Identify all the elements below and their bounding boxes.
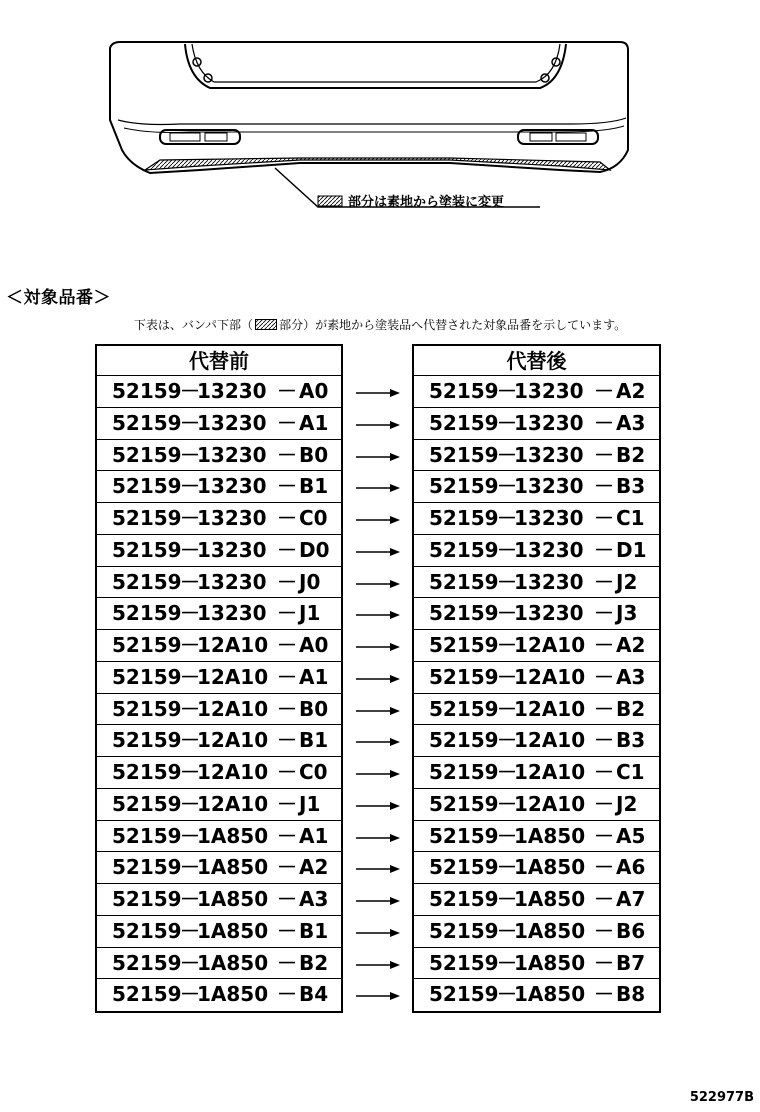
- part-middle: 1A850: [197, 855, 269, 880]
- part-middle: 12A10: [197, 664, 269, 689]
- separator: －: [277, 410, 297, 435]
- part-middle: 1A850: [514, 887, 586, 911]
- callout-label: 部分は素地から塗装に変更: [348, 195, 505, 210]
- part-prefix: 52159: [112, 982, 182, 1007]
- arrow-right-icon: [354, 442, 402, 474]
- part-prefix: 52159: [429, 791, 499, 816]
- part-suffix: B4: [299, 982, 329, 1007]
- part-prefix: 52159: [429, 696, 499, 721]
- part-prefix: 52159: [429, 601, 499, 626]
- separator: －: [277, 664, 297, 689]
- part-middle: 13230: [197, 506, 267, 530]
- before-part-number-row: [97, 630, 341, 662]
- after-part-number-row: [414, 821, 659, 853]
- part-prefix: 52159: [112, 823, 182, 848]
- separator: －: [594, 506, 614, 530]
- part-middle: 1A850: [197, 982, 269, 1007]
- separator: －: [180, 410, 200, 435]
- part-suffix: D1: [616, 537, 647, 562]
- separator: －: [180, 633, 200, 657]
- separator: －: [180, 696, 200, 721]
- part-middle: 12A10: [514, 760, 586, 784]
- part-suffix: A7: [616, 887, 646, 911]
- separator: －: [277, 506, 297, 530]
- part-suffix: A6: [616, 855, 646, 880]
- arrow-right-icon: [354, 664, 402, 696]
- part-middle: 1A850: [197, 823, 269, 848]
- separator: －: [497, 601, 517, 626]
- part-suffix: B2: [616, 442, 646, 467]
- part-suffix: J0: [299, 569, 321, 594]
- separator: －: [277, 474, 297, 499]
- section-heading: ＜対象品番＞: [6, 288, 111, 308]
- after-table: [412, 344, 661, 1013]
- separator: －: [594, 537, 614, 562]
- part-suffix: C0: [299, 506, 328, 530]
- part-suffix: B3: [616, 474, 646, 499]
- part-suffix: J2: [616, 569, 638, 594]
- part-suffix: J3: [616, 601, 638, 626]
- part-suffix: B1: [299, 728, 329, 753]
- part-prefix: 52159: [112, 474, 182, 499]
- separator: －: [277, 982, 297, 1007]
- part-prefix: 52159: [112, 696, 182, 721]
- separator: －: [497, 474, 517, 499]
- before-part-number-row: [97, 789, 341, 821]
- part-prefix: 52159: [112, 728, 182, 753]
- separator: －: [594, 728, 614, 753]
- part-middle: 12A10: [197, 633, 269, 657]
- after-part-number-row: [414, 694, 659, 726]
- after-part-number-row: [414, 916, 659, 948]
- separator: －: [277, 537, 297, 562]
- part-middle: 1A850: [514, 823, 586, 848]
- separator: －: [497, 760, 517, 784]
- part-prefix: 52159: [429, 728, 499, 753]
- part-prefix: 52159: [112, 918, 182, 943]
- part-prefix: 52159: [429, 506, 499, 530]
- part-middle: 1A850: [514, 918, 586, 943]
- part-suffix: B0: [299, 442, 329, 467]
- part-middle: 1A850: [514, 982, 586, 1007]
- part-middle: 13230: [514, 410, 584, 435]
- separator: －: [497, 887, 517, 911]
- separator: －: [180, 474, 200, 499]
- separator: －: [594, 918, 614, 943]
- part-middle: 13230: [197, 442, 267, 467]
- part-middle: 13230: [514, 537, 584, 562]
- separator: －: [594, 601, 614, 626]
- part-middle: 13230: [514, 569, 584, 594]
- after-part-number-row: [414, 789, 659, 821]
- separator: －: [497, 537, 517, 562]
- arrow-right-icon: [354, 791, 402, 823]
- part-suffix: C1: [616, 760, 645, 784]
- separator: －: [497, 442, 517, 467]
- part-suffix: D0: [299, 537, 330, 562]
- before-table: [95, 344, 343, 1013]
- separator: －: [594, 760, 614, 784]
- part-middle: 1A850: [197, 918, 269, 943]
- after-part-number-row: [414, 725, 659, 757]
- part-suffix: B7: [616, 950, 646, 975]
- after-part-number-row: [414, 567, 659, 599]
- separator: －: [180, 506, 200, 530]
- separator: －: [497, 791, 517, 816]
- part-prefix: 52159: [429, 569, 499, 594]
- part-middle: 12A10: [514, 664, 586, 689]
- part-prefix: 52159: [429, 410, 499, 435]
- separator: －: [180, 728, 200, 753]
- separator: －: [180, 918, 200, 943]
- part-prefix: 52159: [112, 537, 182, 562]
- separator: －: [594, 855, 614, 880]
- separator: －: [594, 950, 614, 975]
- separator: －: [277, 633, 297, 657]
- before-part-number-row: [97, 535, 341, 567]
- part-suffix: A5: [616, 823, 646, 848]
- separator: －: [180, 664, 200, 689]
- after-part-number-row: [414, 948, 659, 980]
- arrow-right-icon: [354, 378, 402, 410]
- part-suffix: A0: [299, 379, 329, 403]
- part-suffix: A1: [299, 823, 329, 848]
- part-middle: 13230: [514, 506, 584, 530]
- before-part-number-row: [97, 948, 341, 980]
- part-suffix: A2: [616, 379, 646, 403]
- part-prefix: 52159: [429, 887, 499, 911]
- part-middle: 1A850: [197, 887, 269, 911]
- hatch-legend-chip: [318, 196, 342, 206]
- before-table-header: 代替前: [97, 346, 341, 376]
- before-part-number-row: [97, 916, 341, 948]
- separator: －: [277, 887, 297, 911]
- part-suffix: B3: [616, 728, 646, 753]
- separator: －: [277, 379, 297, 403]
- arrow-column: [354, 378, 402, 1013]
- part-suffix: A3: [616, 664, 646, 689]
- part-prefix: 52159: [429, 379, 499, 403]
- arrow-right-icon: [354, 473, 402, 505]
- hatch-chip-icon: [255, 319, 277, 330]
- part-middle: 12A10: [514, 728, 586, 753]
- part-suffix: B8: [616, 982, 646, 1007]
- intro-after: 部分）が素地から塗装品へ代替された対象品番を示しています。: [279, 318, 627, 332]
- separator: －: [497, 506, 517, 530]
- separator: －: [594, 474, 614, 499]
- separator: －: [180, 982, 200, 1007]
- part-prefix: 52159: [429, 664, 499, 689]
- part-middle: 1A850: [197, 950, 269, 975]
- part-prefix: 52159: [112, 887, 182, 911]
- separator: －: [277, 791, 297, 816]
- part-middle: 12A10: [514, 791, 586, 816]
- part-suffix: J1: [299, 791, 321, 816]
- separator: －: [497, 855, 517, 880]
- separator: －: [497, 379, 517, 403]
- separator: －: [594, 887, 614, 911]
- separator: －: [497, 982, 517, 1007]
- arrow-right-icon: [354, 886, 402, 918]
- before-part-number-row: [97, 503, 341, 535]
- arrow-right-icon: [354, 823, 402, 855]
- after-part-number-row: [414, 598, 659, 630]
- part-prefix: 52159: [112, 950, 182, 975]
- separator: －: [180, 379, 200, 403]
- part-suffix: B6: [616, 918, 646, 943]
- part-middle: 13230: [514, 474, 584, 499]
- separator: －: [277, 855, 297, 880]
- after-part-number-row: [414, 535, 659, 567]
- part-middle: 13230: [197, 537, 267, 562]
- part-suffix: B1: [299, 474, 329, 499]
- arrow-right-icon: [354, 854, 402, 886]
- separator: －: [594, 569, 614, 594]
- arrow-right-icon: [354, 505, 402, 537]
- part-middle: 1A850: [514, 855, 586, 880]
- separator: －: [594, 664, 614, 689]
- part-middle: 13230: [197, 474, 267, 499]
- part-suffix: B2: [299, 950, 329, 975]
- intro-text: [0, 316, 760, 333]
- arrow-right-icon: [354, 632, 402, 664]
- separator: －: [277, 569, 297, 594]
- part-prefix: 52159: [112, 760, 182, 784]
- separator: －: [594, 410, 614, 435]
- part-prefix: 52159: [429, 950, 499, 975]
- separator: －: [277, 823, 297, 848]
- separator: －: [277, 728, 297, 753]
- part-prefix: 52159: [429, 823, 499, 848]
- after-part-number-row: [414, 408, 659, 440]
- after-part-number-row: [414, 376, 659, 408]
- part-prefix: 52159: [429, 537, 499, 562]
- separator: －: [594, 633, 614, 657]
- part-prefix: 52159: [112, 664, 182, 689]
- part-middle: 13230: [197, 379, 267, 403]
- separator: －: [180, 823, 200, 848]
- part-suffix: A2: [616, 633, 646, 657]
- after-part-number-row: [414, 503, 659, 535]
- part-middle: 12A10: [197, 728, 269, 753]
- after-part-number-row: [414, 662, 659, 694]
- separator: －: [277, 601, 297, 626]
- part-suffix: A0: [299, 633, 329, 657]
- part-middle: 13230: [514, 379, 584, 403]
- part-prefix: 52159: [429, 474, 499, 499]
- separator: －: [180, 442, 200, 467]
- separator: －: [497, 918, 517, 943]
- part-prefix: 52159: [429, 855, 499, 880]
- arrow-right-icon: [354, 981, 402, 1013]
- after-part-number-row: [414, 471, 659, 503]
- part-prefix: 52159: [112, 442, 182, 467]
- part-suffix: B1: [299, 918, 329, 943]
- separator: －: [594, 982, 614, 1007]
- after-part-number-row: [414, 884, 659, 916]
- separator: －: [180, 791, 200, 816]
- separator: －: [180, 855, 200, 880]
- part-middle: 12A10: [514, 633, 586, 657]
- separator: －: [180, 760, 200, 784]
- part-prefix: 52159: [112, 569, 182, 594]
- part-suffix: A3: [616, 410, 646, 435]
- arrow-right-icon: [354, 918, 402, 950]
- part-prefix: 52159: [112, 791, 182, 816]
- before-part-number-row: [97, 408, 341, 440]
- separator: －: [497, 823, 517, 848]
- part-suffix: A1: [299, 410, 329, 435]
- after-table-header: 代替後: [414, 346, 659, 376]
- separator: －: [277, 442, 297, 467]
- rear-bumper-diagram: [0, 0, 760, 230]
- part-prefix: 52159: [112, 410, 182, 435]
- before-part-number-row: [97, 662, 341, 694]
- after-part-number-row: [414, 440, 659, 472]
- arrow-right-icon: [354, 537, 402, 569]
- before-part-number-row: [97, 471, 341, 503]
- separator: －: [180, 537, 200, 562]
- after-part-number-row: [414, 630, 659, 662]
- before-part-number-row: [97, 821, 341, 853]
- separator: －: [594, 823, 614, 848]
- separator: －: [497, 664, 517, 689]
- part-prefix: 52159: [429, 633, 499, 657]
- separator: －: [180, 601, 200, 626]
- before-part-number-row: [97, 376, 341, 408]
- part-middle: 13230: [197, 569, 267, 594]
- separator: －: [594, 379, 614, 403]
- separator: －: [180, 569, 200, 594]
- before-part-number-row: [97, 757, 341, 789]
- part-middle: 13230: [514, 442, 584, 467]
- part-suffix: B0: [299, 696, 329, 721]
- part-suffix: A1: [299, 664, 329, 689]
- after-part-number-row: [414, 852, 659, 884]
- before-part-number-row: [97, 440, 341, 472]
- part-prefix: 52159: [429, 982, 499, 1007]
- before-part-number-row: [97, 884, 341, 916]
- part-suffix: B2: [616, 696, 646, 721]
- separator: －: [497, 410, 517, 435]
- separator: －: [497, 696, 517, 721]
- document-id: 522977B: [689, 1090, 754, 1105]
- arrow-right-icon: [354, 950, 402, 982]
- part-prefix: 52159: [112, 506, 182, 530]
- separator: －: [277, 696, 297, 721]
- intro-before: 下表は、バンパ下部（: [133, 318, 254, 332]
- part-middle: 12A10: [197, 760, 269, 784]
- arrow-right-icon: [354, 759, 402, 791]
- separator: －: [497, 728, 517, 753]
- separator: －: [277, 950, 297, 975]
- part-middle: 13230: [197, 601, 267, 626]
- separator: －: [497, 950, 517, 975]
- part-suffix: J2: [616, 791, 638, 816]
- before-part-number-row: [97, 598, 341, 630]
- separator: －: [497, 569, 517, 594]
- arrow-right-icon: [354, 569, 402, 601]
- part-middle: 1A850: [514, 950, 586, 975]
- part-suffix: C1: [616, 506, 645, 530]
- part-suffix: A3: [299, 887, 329, 911]
- separator: －: [277, 760, 297, 784]
- part-prefix: 52159: [112, 633, 182, 657]
- before-part-number-row: [97, 567, 341, 599]
- before-part-number-row: [97, 694, 341, 726]
- arrow-right-icon: [354, 727, 402, 759]
- arrow-right-icon: [354, 410, 402, 442]
- part-prefix: 52159: [112, 379, 182, 403]
- separator: －: [497, 633, 517, 657]
- part-suffix: J1: [299, 601, 321, 626]
- part-prefix: 52159: [112, 601, 182, 626]
- part-suffix: A2: [299, 855, 329, 880]
- separator: －: [180, 950, 200, 975]
- after-part-number-row: [414, 757, 659, 789]
- separator: －: [277, 918, 297, 943]
- part-prefix: 52159: [429, 918, 499, 943]
- part-middle: 12A10: [197, 696, 269, 721]
- part-prefix: 52159: [429, 760, 499, 784]
- separator: －: [594, 442, 614, 467]
- part-middle: 12A10: [197, 791, 269, 816]
- before-part-number-row: [97, 725, 341, 757]
- arrow-right-icon: [354, 696, 402, 728]
- separator: －: [180, 887, 200, 911]
- part-prefix: 52159: [429, 442, 499, 467]
- after-part-number-row: [414, 979, 659, 1011]
- before-part-number-row: [97, 852, 341, 884]
- separator: －: [594, 791, 614, 816]
- separator: －: [594, 696, 614, 721]
- part-middle: 12A10: [514, 696, 586, 721]
- before-part-number-row: [97, 979, 341, 1011]
- arrow-right-icon: [354, 600, 402, 632]
- part-middle: 13230: [197, 410, 267, 435]
- part-suffix: C0: [299, 760, 328, 784]
- part-prefix: 52159: [112, 855, 182, 880]
- part-middle: 13230: [514, 601, 584, 626]
